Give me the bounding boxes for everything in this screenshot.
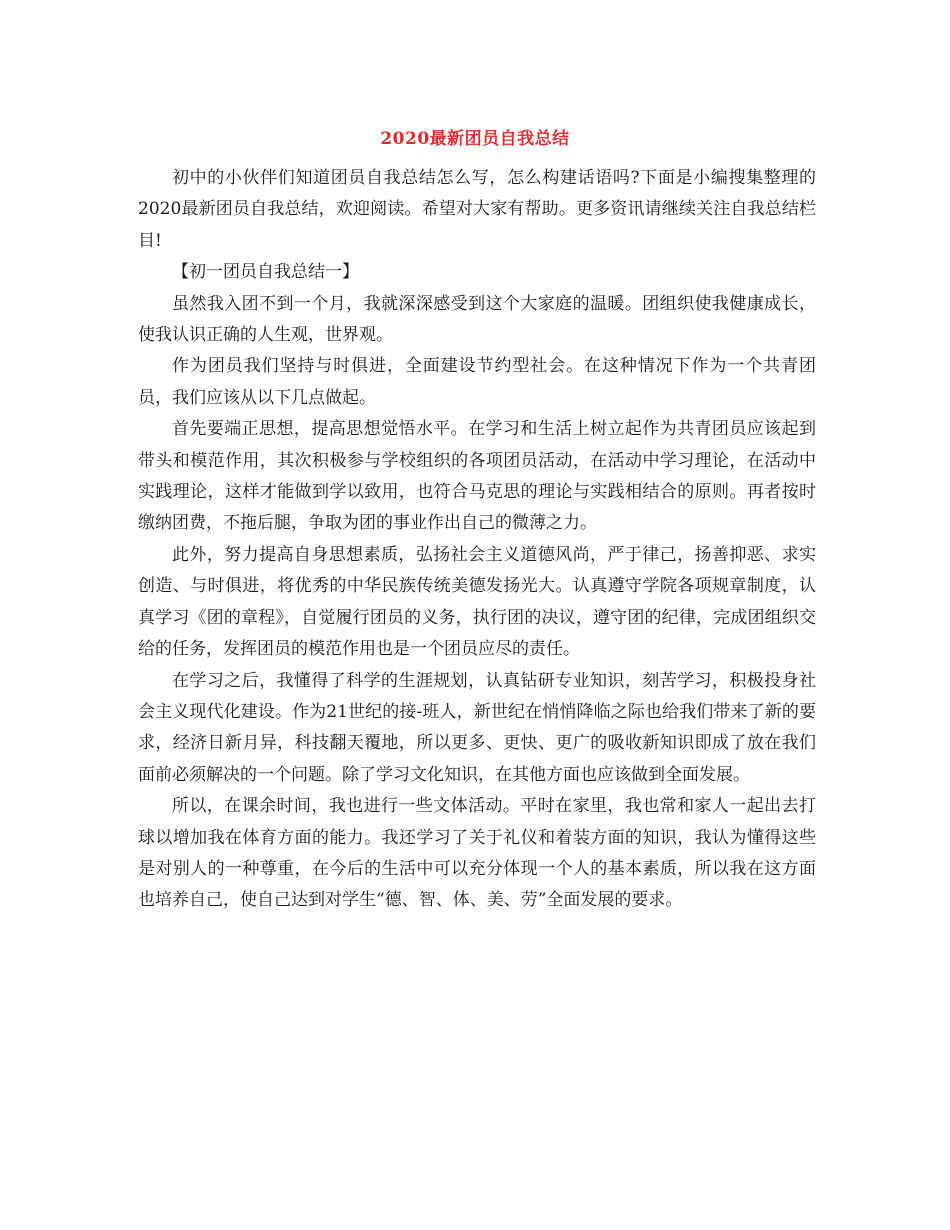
paragraph: 此外，努力提高自身思想素质，弘扬社会主义道德风尚，严于律己，扬善抑恶、求实创造、与时俱进，将优秀的中华民族传统美德发扬光大。认真遵守学院各项规章制度，认真学习《团的章程》，自觉履行团员的义务，执行团的决议，遵守团的纪律，完成团组织交给的任务，发挥团员的模范作用也是一个团员应尽的责任。 bbox=[138, 544, 816, 660]
paragraph: 虽然我入团不到一个月，我就深深感受到这个大家庭的温暖。团组织使我健康成长，使我认识正确的人生观，世界观。 bbox=[138, 293, 816, 346]
paragraph: 所以，在课余时间，我也进行一些文体活动。平时在家里，我也常和家人一起出去打球以增加我在体育方面的能力。我还学习了关于礼仪和着装方面的知识，我认为懂得这些是对别人的一种尊重，在今后的生活中可以充分体现一个人的基本素质，所以我在这方面也培养自己，使自己达到对学生“德、智、体、美、劳”全面发展的要求。 bbox=[138, 796, 816, 911]
document-body bbox=[138, 163, 816, 917]
document-title: 2020最新团员自我总结 bbox=[380, 129, 570, 149]
paragraph: 首先要端正思想，提高思想觉悟水平。在学习和生活上树立起作为共青团员应该起到带头和模范作用，其次积极参与学校组织的各项团员活动，在活动中学习理论，在活动中实践理论，这样才能做到学以致用，也符合马克思的理论与实践相结合的原则。再者按时缴纳团费，不拖后腿，争取为团的事业作出自己的微薄之力。 bbox=[138, 419, 816, 534]
paragraph: 作为团员我们坚持与时俱进，全面建设节约型社会。在这种情况下作为一个共青团员，我们应该从以下几点做起。 bbox=[138, 356, 816, 408]
section-heading: 【初一团员自我总结一】 bbox=[172, 262, 359, 283]
paragraph: 在学习之后，我懂得了科学的生涯规划，认真钻研专业知识，刻苦学习，积极投身社会主义现代化建设。作为21世纪的接-班人，新世纪在悄悄降临之际也给我们带来了新的要求，经济日新月异，科技翻天覆地，所以更多、更快、更广的吸收新知识即成了放在我们面前必须解决的一个问题。除了学习文化知识，在其他方面也应该做到全面发展。 bbox=[138, 670, 816, 785]
paragraph-intro: 初中的小伙伴们知道团员自我总结怎么写，怎么构建话语吗?下面是小编搜集整理的2020最新团员自我总结，欢迎阅读。希望对大家有帮助。更多资讯请继续关注自我总结栏目! bbox=[138, 168, 816, 251]
